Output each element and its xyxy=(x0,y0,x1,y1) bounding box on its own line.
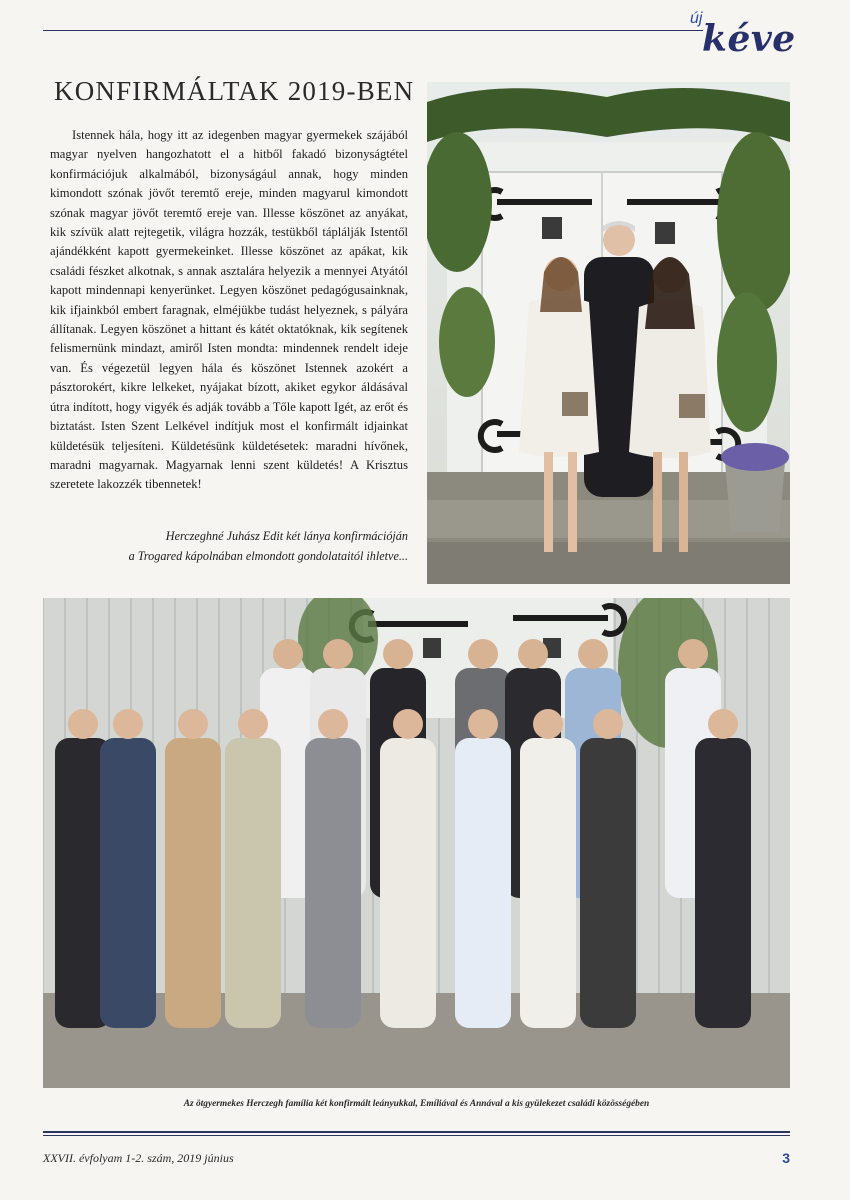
logo-prefix: új xyxy=(690,10,703,27)
page-number: 3 xyxy=(782,1150,790,1166)
photo-family-group xyxy=(43,598,790,1088)
photo-caption: Az ötgyermekes Herczegh família két konfirmált leányukkal, Emíliával és Annával a kis gyülekezet családi közösségében xyxy=(183,1099,650,1109)
footer-rule-thin xyxy=(43,1135,790,1136)
photo-confirmation-girls xyxy=(427,82,790,584)
header-rule xyxy=(43,30,703,31)
article-title: KONFIRMÁLTAK 2019-BEN xyxy=(54,76,415,106)
article-credit xyxy=(60,527,408,566)
magazine-logo xyxy=(690,8,800,58)
credit-line-1: Herczeghné Juhász Edit két lánya konfirmációján xyxy=(165,529,408,543)
footer-rule xyxy=(43,1131,790,1133)
logo-main: kéve xyxy=(702,18,796,60)
issue-info: XXVII. évfolyam 1-2. szám, 2019 június xyxy=(43,1151,234,1165)
article-paragraph: Istennek hála, hogy itt az idegenben magyar gyermekek szájából magyar nyelven hangozhatott el a hitből fakadó bizonyságtétel konfirmációjuk alkalmából, bizonyságául annak, hogy minden kimondott szónak jövőt teremtő ereje, minden magyarul kimondott szónak magyar jövőt teremtő ereje van. Illesse köszönet az anyákat, kik szívük alatt rejtegetik, világra hozzák, testükből táplálják Istentől ajándékként kapott gyermekeinket. Illesse köszönet az apákat, kik családi fészket alkotnak, s annak asztalára helyezik a mennyei Atyától kapott mindennapi kenyerünket. Legyen köszönet pedagógusainknak, kik ifjainkból embert faragnak, elméjükbe tudást helyeznek, s pályára állítanak. Legyen köszönet a hittant és kátét oktatóknak, kik segítenek felismernünk mindazt, amiről Isten mondta: mindennek rendelt ideje van. És végezetül legyen hála és köszönet Istennek azokért a pásztorokért, kikre lelkeket, nyájakat bízott, akiket egykor áldásával útra indított, hogy vigyék és adják tovább a Tőle kapott Igét, az erőt és biztatást. Isten Szent Lelkével indítjuk most el konfirmált idjainkat küldetésük teljesíteni. Küldetésünk küldetésetek: maradni hívőnek, maradni magyarnak. Magyarnak lenni szent küldetés! A Krisztus szeretete lakozzék tibennetek! xyxy=(50,128,408,492)
credit-line-2: a Trogared kápolnában elmondott gondolataitól ihletve... xyxy=(128,548,408,563)
article-body xyxy=(50,126,408,495)
